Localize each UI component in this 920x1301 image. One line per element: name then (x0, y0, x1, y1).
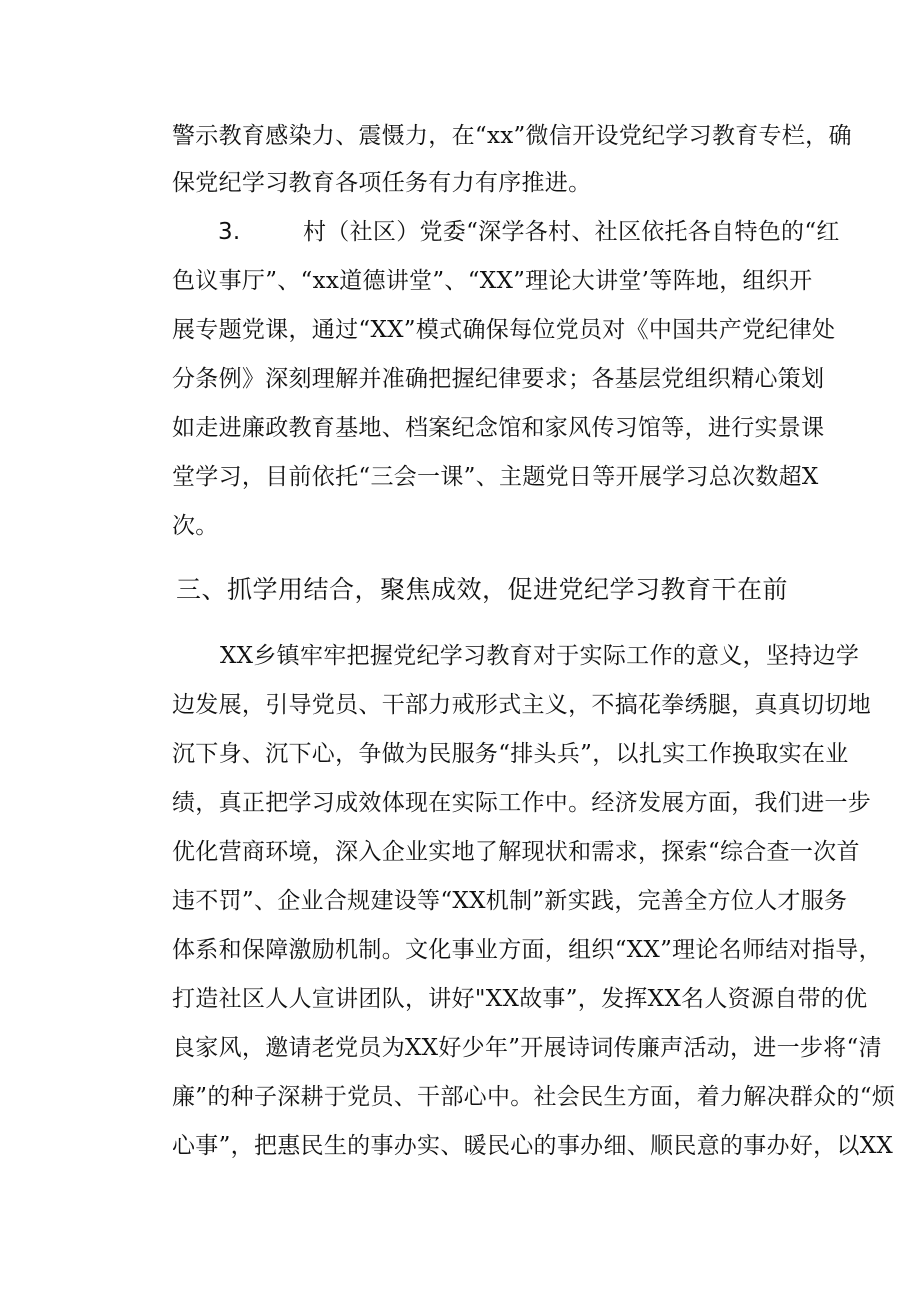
paragraph-line: XX乡镇牢牢把握党纪学习教育对于实际工作的意义，坚持边学 (220, 643, 860, 669)
paragraph-line: 绩，真正把学习成效体现在实际工作中。经济发展方面，我们进一步 (172, 790, 871, 816)
paragraph-line: 堂学习，目前依托“三会一课”、主题党日等开展学习总次数超X (172, 464, 819, 490)
paragraph-line: 沉下身、沉下心，争做为民服务“排头兵”，以扎实工作换取实在业 (172, 741, 849, 767)
paragraph-line: 次。 (172, 513, 219, 539)
paragraph-line: 良家风，邀请老党员为XX好少年”开展诗词传廉声活动，进一步将“清 (172, 1035, 882, 1061)
paragraph-line: 违不罚”、企业合规建设等“XX机制”新实践，完善全方位人才服务 (172, 888, 848, 914)
item-number: 3. (218, 219, 241, 245)
paragraph-line: 心事”，把惠民生的事办实、暖民心的事办细、顺民意的事办好，以XX (172, 1133, 894, 1159)
paragraph-line: 如走进廉政教育基地、档案纪念馆和家风传习馆等，进行实景课 (172, 415, 825, 441)
paragraph-line: 体系和保障激励机制。文化事业方面，组织“XX”理论名师结对指导， (172, 937, 882, 963)
paragraph-line: 边发展，引导党员、干部力戒形式主义，不搞花拳绣腿，真真切切地 (172, 692, 871, 718)
section-heading: 三、抓学用结合，聚焦成效，促进党纪学习教育干在前 (176, 575, 789, 604)
paragraph-line: 色议事厅”、“xx道德讲堂”、“XX”理论大讲堂’等阵地，组织开 (172, 268, 813, 294)
paragraph-line: 保党纪学习教育各项任务有力有序推进。 (172, 170, 592, 196)
paragraph-line: 展专题党课，通过“XX”模式确保每位党员对《中国共产党纪律处 (172, 317, 836, 343)
paragraph-line: 打造社区人人宣讲团队，讲好"XX故事”，发挥XX名人资源自带的优 (172, 986, 868, 1012)
paragraph-line: 警示教育感染力、震慑力，在“xx”微信开设党纪学习教育专栏，确 (172, 123, 852, 149)
paragraph-line: 优化营商环境，深入企业实地了解现状和需求，探索“综合查一次首 (172, 839, 860, 865)
paragraph-line: 廉”的种子深耕于党员、干部心中。社会民生方面，着力解决群众的“烦 (172, 1084, 896, 1110)
paragraph-line: 分条例》深刻理解并准确把握纪律要求；各基层党组织精心策划 (172, 366, 825, 392)
item3-first-line: 村（社区）党委“深学各村、社区依托各自特色的“红 (303, 219, 840, 245)
